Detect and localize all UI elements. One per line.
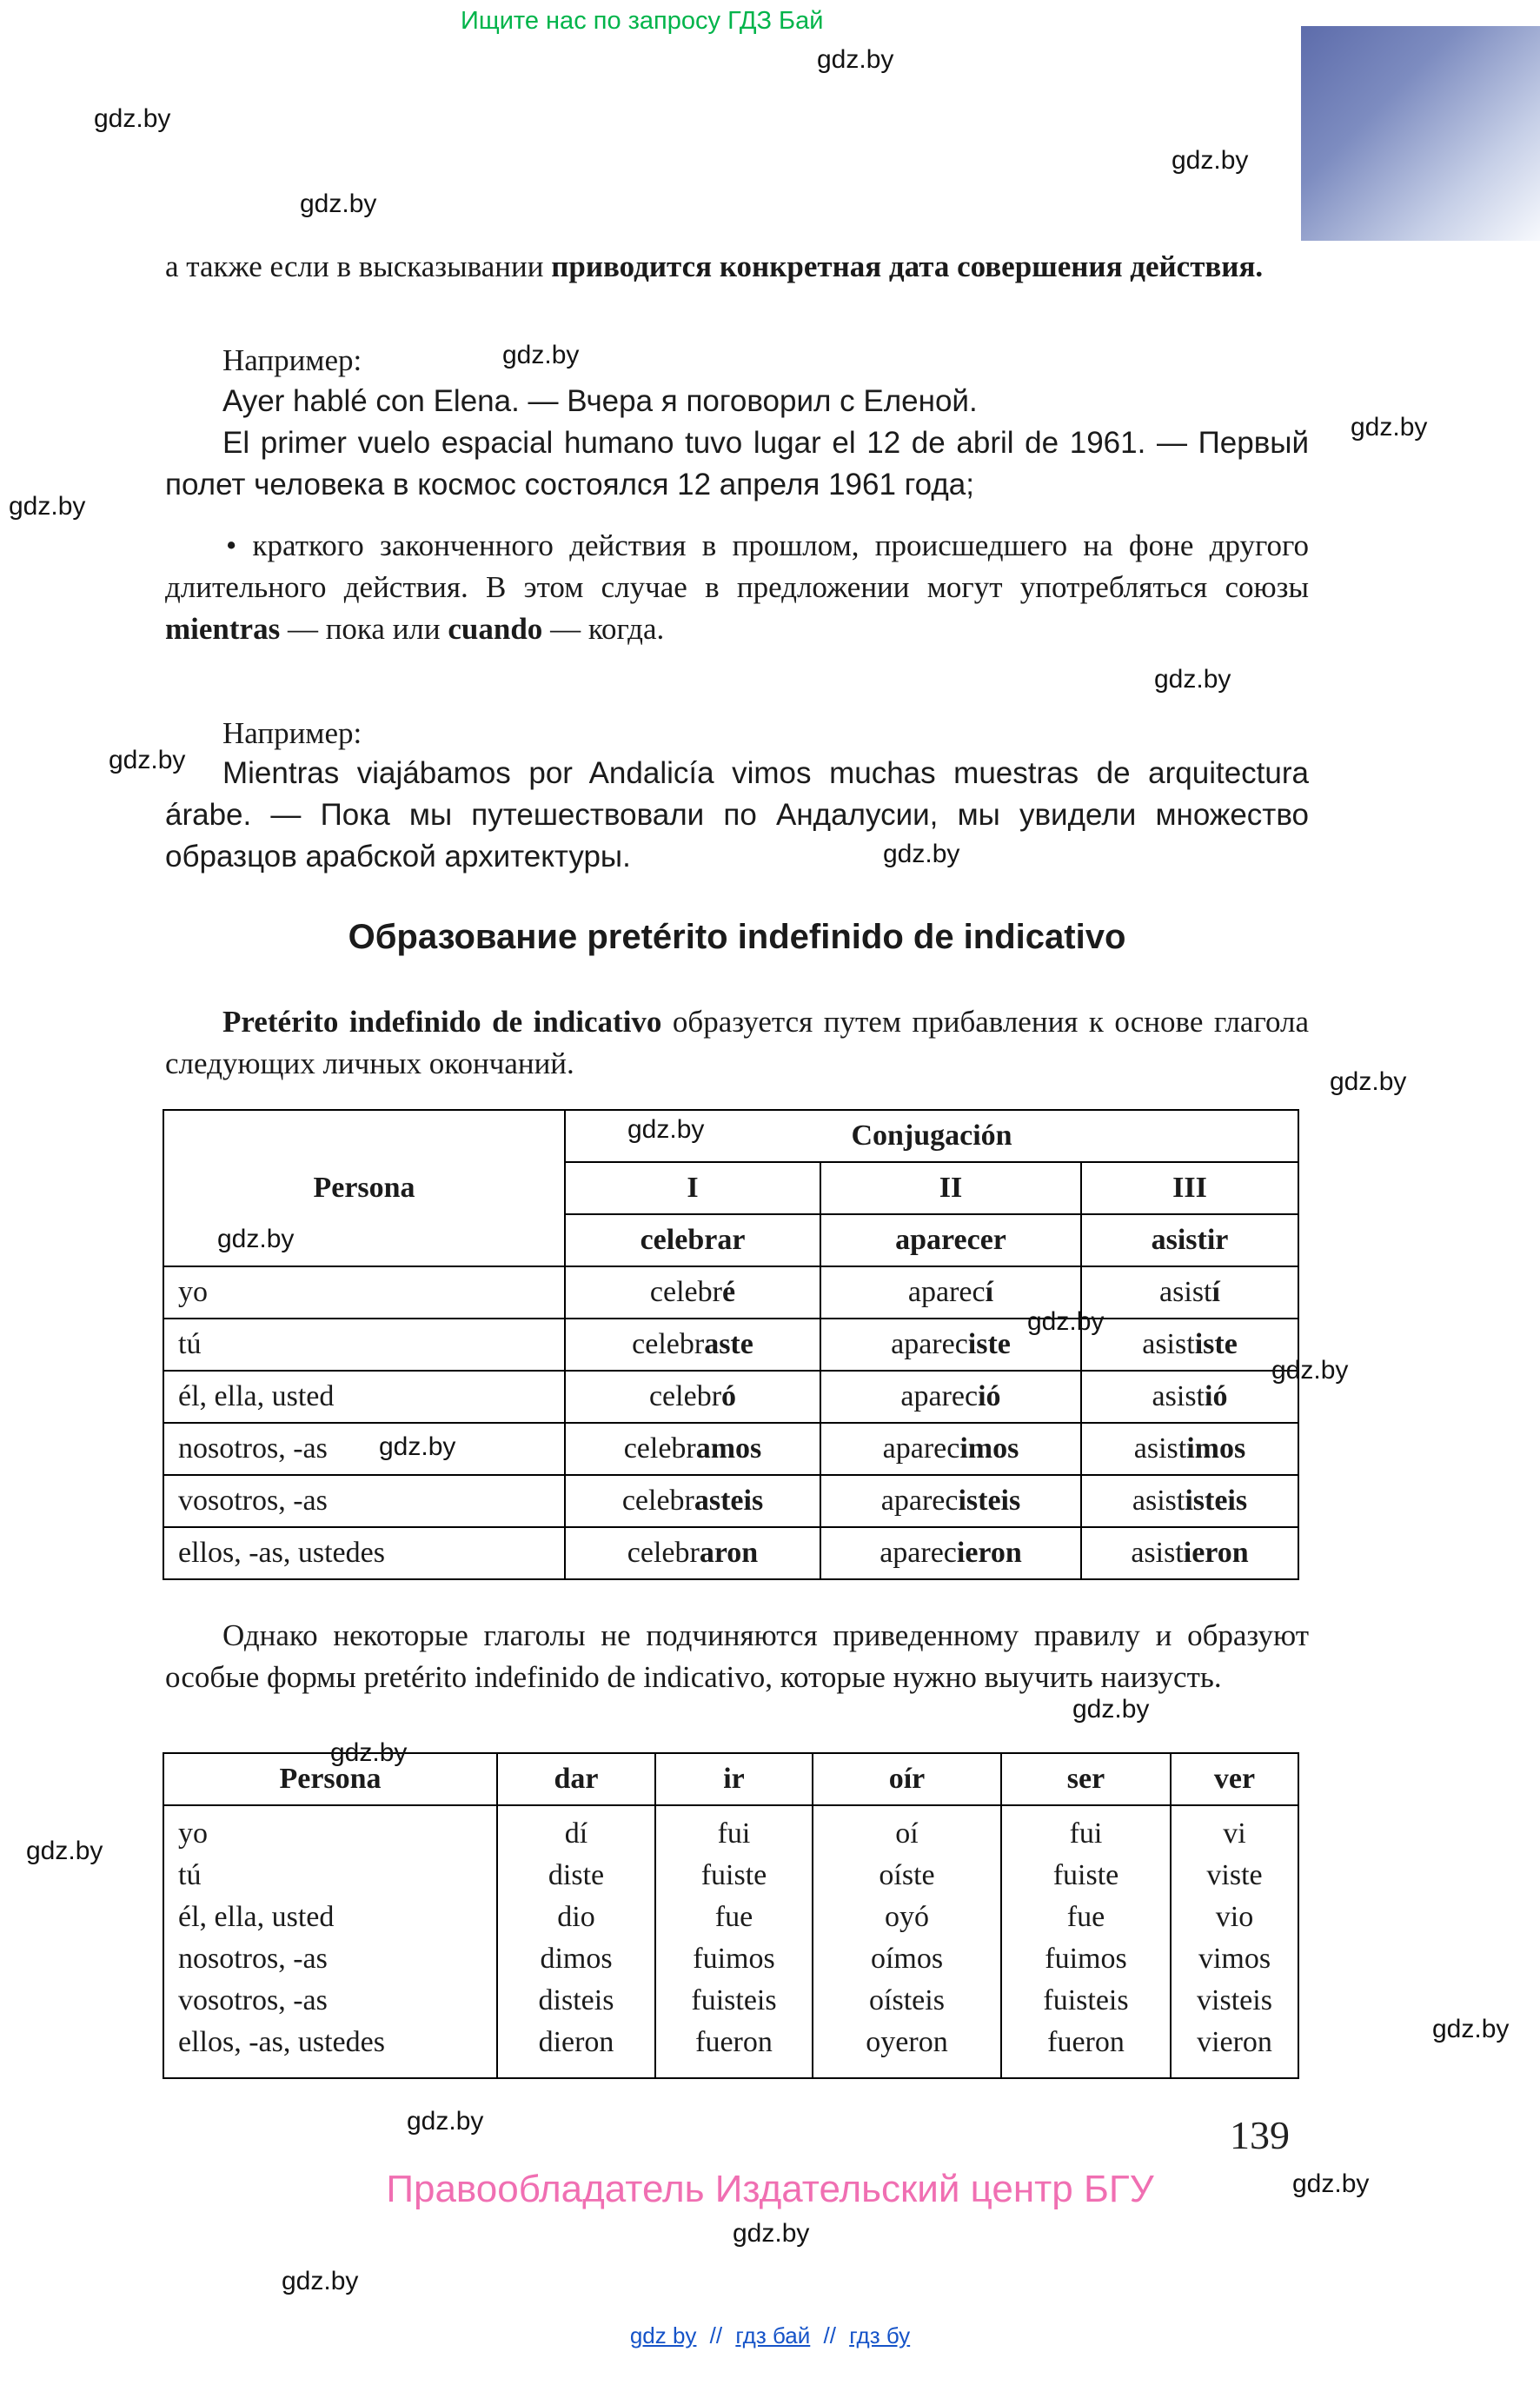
paragraph-bold-text: приводится конкретная дата совершения действия. (551, 249, 1264, 283)
section-text: образуется путем прибавления к основе глагола следующих личных окончаний. (165, 1005, 1309, 1080)
verb-form-line: fuiste (700, 1859, 767, 1891)
gdz-watermark: gdz.by (407, 2107, 484, 2136)
verb-form-line: oímos (870, 1943, 944, 1975)
verb-form-line: vio (1215, 1901, 1254, 1933)
verb-stem: celebr (621, 1485, 694, 1517)
verb-form-line: dimos (540, 1943, 613, 1975)
corner-gradient-decoration (1301, 26, 1540, 241)
verb-form-line: fueron (695, 2026, 773, 2058)
footer-links (0, 2322, 1540, 2349)
dar-column-cell (497, 1805, 655, 2078)
gdz-watermark: gdz.by (1027, 1307, 1105, 1336)
verb-ending: amos (695, 1432, 762, 1465)
verb-ending: é (721, 1276, 736, 1308)
verb-stem: aparec (900, 1380, 979, 1412)
ver-column-cell (1171, 1805, 1298, 2078)
ser-column-cell (1001, 1805, 1171, 2078)
verb-stem: asist (1159, 1276, 1212, 1308)
example-sentence: Mientras viajábamos por Andalicía vimos muchas muestras de arquitectura árabe. — Пока мы путешествовали по Андалусии, мы увидели множество образцов арабской архитектуры. (165, 756, 1309, 874)
persona-cell: ellos, -as, ustedes (163, 1527, 565, 1579)
verb-form-line: fuimos (693, 1943, 775, 1975)
verb-form-cell (565, 1266, 820, 1319)
irregular-verbs-table (163, 1752, 1299, 2079)
verb-stem: celebr (627, 1537, 700, 1569)
verb-form-line: diste (548, 1859, 605, 1891)
verb-form-cell (1081, 1423, 1298, 1475)
verb-header-cell: ir (655, 1753, 813, 1805)
footer-link[interactable]: gdz by (629, 2322, 697, 2348)
verb-form-line: fui (1069, 1817, 1103, 1850)
footer-link[interactable]: гдз бу (849, 2322, 911, 2348)
bullet-bold-cuando: cuando (448, 612, 543, 646)
table-row (163, 1423, 1298, 1475)
verb-ending: í (985, 1276, 994, 1308)
gdz-watermark: gdz.by (1330, 1067, 1407, 1096)
conjugation-number-cell: I (565, 1162, 820, 1214)
verb-form-line: fue (714, 1901, 753, 1933)
persona-column-cell (163, 1805, 497, 2078)
verb-ending: ó (721, 1380, 737, 1412)
gdz-watermark: gdz.by (627, 1115, 705, 1144)
verb-form-cell (820, 1423, 1081, 1475)
verb-form-line: oí (895, 1817, 919, 1850)
verb-ending: isteis (958, 1485, 1021, 1517)
verb-form-line: visteis (1197, 1984, 1272, 2016)
conjugacion-header-cell: Conjugación (565, 1110, 1298, 1162)
gdz-promo-text: Ищите нас по запросу ГДЗ Бай (461, 7, 824, 35)
verb-form-cell (565, 1527, 820, 1579)
verb-stem: celebr (623, 1432, 696, 1465)
verb-header-cell: dar (497, 1753, 655, 1805)
verb-form-cell (565, 1423, 820, 1475)
verb-form-line: fuimos (1045, 1943, 1127, 1975)
gdz-watermark: gdz.by (282, 2267, 359, 2295)
link-separator: // (709, 2322, 723, 2348)
bullet-text: — пока или (280, 612, 448, 646)
gdz-watermark: gdz.by (502, 341, 580, 369)
persona-line: él, ella, usted (178, 1901, 335, 1933)
verb-ending: aron (699, 1537, 759, 1569)
verb-form-line: viste (1206, 1859, 1263, 1891)
oir-column-cell (813, 1805, 1001, 2078)
verb-stem: aparec (907, 1276, 986, 1308)
gdz-watermark: gdz.by (26, 1837, 103, 1865)
verb-ending: iste (967, 1328, 1011, 1360)
gdz-watermark: gdz.by (1154, 665, 1231, 694)
gdz-watermark: gdz.by (379, 1432, 456, 1461)
persona-header-cell: Persona (163, 1110, 565, 1266)
verb-form-line: dio (557, 1901, 595, 1933)
verb-ending: isteis (1185, 1485, 1248, 1517)
verb-form-cell (820, 1371, 1081, 1423)
verb-form-line: fuisteis (1043, 1984, 1129, 2016)
table-row (163, 1266, 1298, 1319)
persona-cell: él, ella, usted (163, 1371, 565, 1423)
verb-header-cell: oír (813, 1753, 1001, 1805)
verb-form-cell (565, 1371, 820, 1423)
verb-ending: imos (959, 1432, 1019, 1465)
gdz-watermark: gdz.by (94, 104, 171, 133)
gdz-watermark: gdz.by (1271, 1356, 1349, 1385)
paragraph-text: а также если в высказывании (165, 249, 552, 283)
verb-stem: asist (1152, 1380, 1205, 1412)
table-row (163, 1475, 1298, 1527)
verb-form-line: oyó (885, 1901, 929, 1933)
verb-form-cell (820, 1475, 1081, 1527)
verb-stem: asist (1131, 1537, 1184, 1569)
verb-stem: celebr (632, 1328, 705, 1360)
verb-ending: imos (1186, 1432, 1246, 1465)
persona-line: vosotros, -as (178, 1984, 328, 2016)
page-number: 139 (1230, 2113, 1290, 2157)
example-sentence: Ayer hablé con Elena. — Вчера я поговорил с Еленой. (222, 384, 978, 418)
persona-cell: nosotros, -as (163, 1423, 565, 1475)
verb-stem: celebr (649, 1276, 722, 1308)
verb-form-line: oíste (879, 1859, 935, 1891)
verb-form-line: vieron (1197, 2026, 1272, 2058)
bullet-text: — когда. (542, 612, 665, 646)
bullet-text: • краткого законченного действия в прошлом, происшедшего на фоне другого длительного действия. В этом случае в предложении могут употребляться союзы (165, 528, 1309, 604)
section-intro-paragraph (165, 1001, 1309, 1085)
example-label: Например: (222, 343, 362, 377)
irregular-verbs-paragraph: Однако некоторые глаголы не подчиняются приведенному правилу и образуют особые формы pretérito indefinido de indicativo, которые нужно выучить наизусть. (165, 1618, 1309, 1694)
verb-form-line: fuisteis (691, 1984, 777, 2016)
link-separator: // (823, 2322, 836, 2348)
infinitive-cell: asistir (1081, 1214, 1298, 1266)
gdz-watermark: gdz.by (1172, 146, 1249, 175)
verb-stem: asist (1142, 1328, 1195, 1360)
table-row (163, 1319, 1298, 1371)
infinitive-cell: aparecer (820, 1214, 1081, 1266)
verb-form-line: oísteis (869, 1984, 945, 2016)
verb-stem: celebr (648, 1380, 722, 1412)
verb-form-line: oyeron (866, 2026, 948, 2058)
verb-stem: aparec (880, 1485, 959, 1517)
paragraph-date-rule (165, 246, 1309, 288)
verb-header-cell: ver (1171, 1753, 1298, 1805)
verb-form-cell (820, 1527, 1081, 1579)
bullet-bold-mientras: mientras (165, 612, 281, 646)
gdz-watermark: gdz.by (733, 2219, 810, 2248)
verb-stem: asist (1132, 1485, 1185, 1517)
persona-line: yo (178, 1817, 208, 1850)
verb-stem: aparec (880, 1537, 957, 1569)
table-row (163, 1371, 1298, 1423)
verb-form-cell (1081, 1319, 1298, 1371)
gdz-watermark: gdz.by (1292, 2169, 1370, 2198)
verb-ending: ió (1205, 1380, 1228, 1412)
persona-cell: vosotros, -as (163, 1475, 565, 1527)
verb-ending: aste (704, 1328, 753, 1360)
verb-ending: ió (978, 1380, 1001, 1412)
verb-stem: asist (1133, 1432, 1187, 1465)
persona-line: ellos, -as, ustedes (178, 2026, 385, 2058)
verb-form-line: disteis (538, 1984, 614, 2016)
verb-header-cell: ser (1001, 1753, 1171, 1805)
persona-line: nosotros, -as (178, 1943, 328, 1975)
persona-header-cell: Persona (163, 1753, 497, 1805)
gdz-watermark: gdz.by (817, 45, 894, 74)
footer-link[interactable]: гдз бай (735, 2322, 811, 2348)
table-body-row (163, 1805, 1298, 2078)
verb-stem: aparec (891, 1328, 968, 1360)
verb-form-line: vi (1223, 1817, 1246, 1850)
verb-form-line: dieron (538, 2026, 614, 2058)
gdz-watermark: gdz.by (1072, 1695, 1150, 1724)
persona-line: tú (178, 1859, 202, 1891)
verb-form-line: dí (564, 1817, 588, 1850)
verb-ending: iste (1194, 1328, 1238, 1360)
verb-form-cell (565, 1319, 820, 1371)
verb-form-line: vimos (1198, 1943, 1271, 1975)
table-row (163, 1527, 1298, 1579)
verb-ending: ieron (1183, 1537, 1249, 1569)
gdz-watermark: gdz.by (300, 189, 377, 218)
infinitive-cell: celebrar (565, 1214, 820, 1266)
section-heading: Образование pretérito indefinido de indicativo (348, 918, 1126, 956)
gdz-watermark: gdz.by (330, 1738, 408, 1767)
example-sentence: El primer vuelo espacial humano tuvo lugar el 12 de abril de 1961. — Первый полет человека в космос состоялся 12 апреля 1961 года; (165, 426, 1309, 502)
gdz-watermark: gdz.by (9, 492, 86, 521)
verb-ending: í (1211, 1276, 1220, 1308)
verb-stem: aparec (882, 1432, 960, 1465)
conjugation-number-cell: II (820, 1162, 1081, 1214)
gdz-watermark: gdz.by (1351, 413, 1428, 442)
gdz-watermark: gdz.by (217, 1225, 295, 1253)
gdz-watermark: gdz.by (883, 840, 960, 868)
verb-ending: ieron (956, 1537, 1022, 1569)
verb-form-cell (1081, 1371, 1298, 1423)
conjugation-number-cell: III (1081, 1162, 1298, 1214)
verb-ending: asteis (694, 1485, 764, 1517)
bullet-paragraph (165, 525, 1309, 650)
verb-form-line: fui (717, 1817, 751, 1850)
table-header-row (163, 1110, 1298, 1162)
verb-form-cell (1081, 1266, 1298, 1319)
persona-cell: tú (163, 1319, 565, 1371)
example-label: Например: (222, 716, 362, 750)
verb-form-line: fue (1066, 1901, 1105, 1933)
persona-cell: yo (163, 1266, 565, 1319)
verb-form-line: fueron (1047, 2026, 1125, 2058)
ir-column-cell (655, 1805, 813, 2078)
copyright-notice: Правообладатель Издательский центр БГУ (386, 2168, 1154, 2210)
gdz-watermark: gdz.by (109, 746, 186, 774)
gdz-watermark: gdz.by (1432, 2015, 1510, 2043)
regular-conjugation-table (163, 1109, 1299, 1580)
section-bold-term: Pretérito indefinido de indicativo (222, 1005, 662, 1039)
verb-form-line: fuiste (1052, 1859, 1119, 1891)
verb-form-cell (1081, 1475, 1298, 1527)
verb-form-cell (1081, 1527, 1298, 1579)
verb-form-cell (565, 1475, 820, 1527)
